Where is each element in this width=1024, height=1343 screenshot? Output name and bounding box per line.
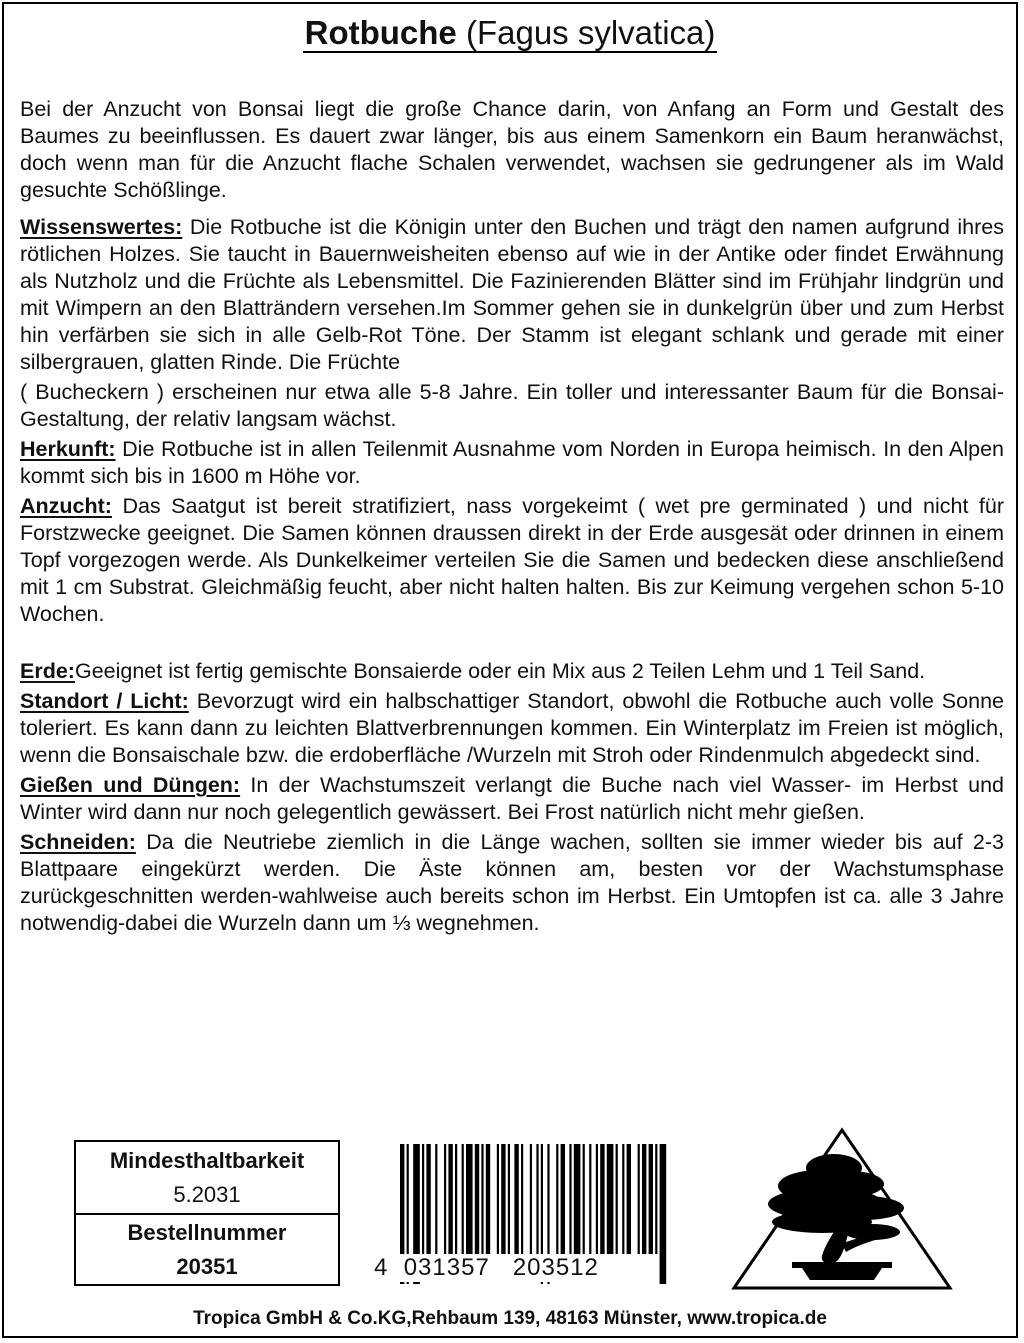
intro-paragraph: Bei der Anzucht von Bonsai liegt die große Chance darin, von Anfang an Form und Gestalt des Baumes zu beeinflussen. Es dauert zwar länger, bis aus einem Samenkorn ein Baum heranwächst, doch wenn man für die Anzucht flache Schalen verwendet, wachsen sie gedrungener als im Wald gesuchte Schößlinge. (20, 97, 1004, 202)
barcode-bar (444, 1144, 446, 1254)
barcode-bar (435, 1144, 437, 1254)
barcode-right-digits: 203512 (512, 1254, 599, 1281)
barcode-bar (466, 1144, 473, 1254)
barcode-bar (596, 1144, 598, 1254)
barcode-bar (536, 1144, 538, 1254)
plant-name: Rotbuche (304, 14, 457, 51)
barcode-number (374, 1254, 599, 1282)
order-number-label: Bestellnummer (127, 1219, 287, 1245)
section-wissenswertes (20, 214, 1004, 376)
barcode-bar (638, 1144, 640, 1254)
barcode-bar (574, 1144, 581, 1254)
barcode-bar (521, 1144, 523, 1254)
section-label: Gießen und Düngen: (20, 773, 241, 797)
barcode-bar (655, 1144, 657, 1254)
barcode-bar (660, 1144, 667, 1284)
barcode-bar (600, 1144, 604, 1254)
order-number-value: 20351 (176, 1253, 238, 1279)
barcode-bar (642, 1144, 646, 1254)
barcode-bar (481, 1144, 483, 1254)
section-label: Schneiden: (20, 830, 136, 854)
barcode-bar (514, 1144, 518, 1254)
barcode-bar (475, 1144, 479, 1254)
barcode-bar (530, 1144, 532, 1254)
barcode-left-digits: 031357 (403, 1254, 490, 1281)
barcode-bar (569, 1144, 571, 1254)
barcode-bar (497, 1144, 499, 1254)
barcode-bar (616, 1144, 618, 1254)
barcode-bar (649, 1144, 653, 1254)
section-schneiden (20, 829, 1004, 937)
info-table (74, 1140, 340, 1286)
section-wissenswertes-cont: ( Bucheckern ) erscheinen nur etwa alle 5-8 Jahre. Ein toller und interessanter Baum für die Bonsai-Gestaltung, der relativ langsam wächst. (20, 380, 1004, 431)
section-erde (20, 658, 1004, 685)
barcode-lead-digit: 4 (374, 1254, 389, 1281)
barcode-bar (426, 1144, 430, 1254)
barcode-bar (422, 1144, 424, 1254)
section-label: Wissenswertes: (20, 215, 183, 239)
barcode-bar (455, 1144, 457, 1254)
section-text: Die Rotbuche ist in allen Teilenmit Ausnahme vom Norden in Europa heimisch. In den Alpen kommt sich bis in 1600 m Höhe vor. (20, 437, 1004, 488)
section-text: Bevorzugt wird ein halbschattiger Standort, obwohl die Rotbuche auch volle Sonne toleriert. Es kann dann zu leichten Blattverbrennungen kommen. Ein Winterplatz im Freien ist möglich, wenn die Bonsaischale bzw. die erdoberfläche /Wurzeln mit Stroh oder Rindenmulch abgedeckt sind. (20, 689, 1004, 767)
section-label: Standort / Licht: (20, 689, 189, 713)
page-title (4, 12, 1016, 54)
barcode-bar (462, 1144, 464, 1254)
barcode-bar (583, 1144, 585, 1254)
section-giessen (20, 772, 1004, 826)
barcode-bar (589, 1144, 591, 1254)
section-anzucht (20, 493, 1004, 628)
barcode-bar (622, 1144, 624, 1254)
bonsai-tree-triangle-logo-icon (722, 1124, 962, 1294)
footer-address: Tropica GmbH & Co.KG,Rehbaum 139, 48163 Münster, www.tropica.de (193, 1308, 827, 1329)
barcode-bar (627, 1144, 631, 1254)
best-before-value: 5.2031 (173, 1181, 241, 1207)
section-herkunft (20, 436, 1004, 490)
barcode-bar (501, 1144, 505, 1254)
section-standort (20, 688, 1004, 769)
best-before-label: Mindesthaltbarkeit (109, 1147, 305, 1173)
section-text: Die Rotbuche ist die Königin unter den Buchen und trägt den namen aufgrund ihres rötlichen Holzes. Sie taucht in Bauernweisheiten ebenso auf wie in der Antike oder findet Erwähnung als Nutzholz und die Früchte als Lebensmittel. Die Fazinierenden Blätter sind im Frühjahr lindgrün und mit Wimpern an den Blatträndern versehen.Im Sommer gehen sie in dunkelgrün über und zum Herbst hin verfärben sie sich in alle Gelb-Rot Töne. Der Stamm ist elegant schlank und gerade mit einer silbergrauen, glatten Rinde. Die Früchte (20, 215, 1004, 374)
section-label: Erde: (20, 659, 75, 683)
section-label: Anzucht: (20, 494, 112, 518)
description-body (20, 96, 1004, 937)
barcode-bar (556, 1144, 558, 1254)
section-text: In der Wachstumszeit verlangt die Buche nach viel Wasser- im Herbst und Winter wird dann nur noch gelegentlich gewässert. Bei Frost natürlich nicht mehr gießen. (20, 773, 1004, 824)
section-text: Das Saatgut ist bereit stratifiziert, nass vorgekeimt ( wet pre germinated ) und nicht für Forstzwecke geeignet. Die Samen können draussen direkt in der Erde ausgesät oder drinnen in einem Topf vorgezogen werde. Als Dunkelkeimer verteilen Sie die Samen und bedecken diese anschließend mit 1 cm Substrat. Gleichmäßig feucht, aber nicht halten halten. Bis zur Keimung vergehen schon 5-10 Wochen. (20, 494, 1004, 626)
section-label: Herkunft: (20, 437, 116, 461)
best-before-cell (76, 1142, 338, 1213)
latin-name: (Fagus sylvatica) (465, 14, 716, 51)
order-number-cell (76, 1213, 338, 1284)
barcode-bar (508, 1144, 510, 1254)
barcode-bar (607, 1144, 614, 1254)
section-text: Da die Neutriebe ziemlich in die Länge wachen, sollten sie immer wieder bis auf 2-3 Blattpaare eingekürzt werden. Die Äste können am, besten vor der Wachstumsphase zurückgeschnitten werden-wahlweise auch bereits schon im Herbst. Ein Umtopfen ist ca. alle 3 Jahre notwendig-dabei die Wurzeln dann um ⅓ wegnehmen. (20, 830, 1004, 935)
barcode-bar (448, 1144, 452, 1254)
barcode-bar (486, 1144, 490, 1254)
seed-packet-back (2, 2, 1018, 1338)
section-text: Geeignet ist fertig gemischte Bonsaierde oder ein Mix aus 2 Teilen Lehm und 1 Teil Sand. (74, 659, 926, 683)
barcode-bar (561, 1144, 565, 1254)
